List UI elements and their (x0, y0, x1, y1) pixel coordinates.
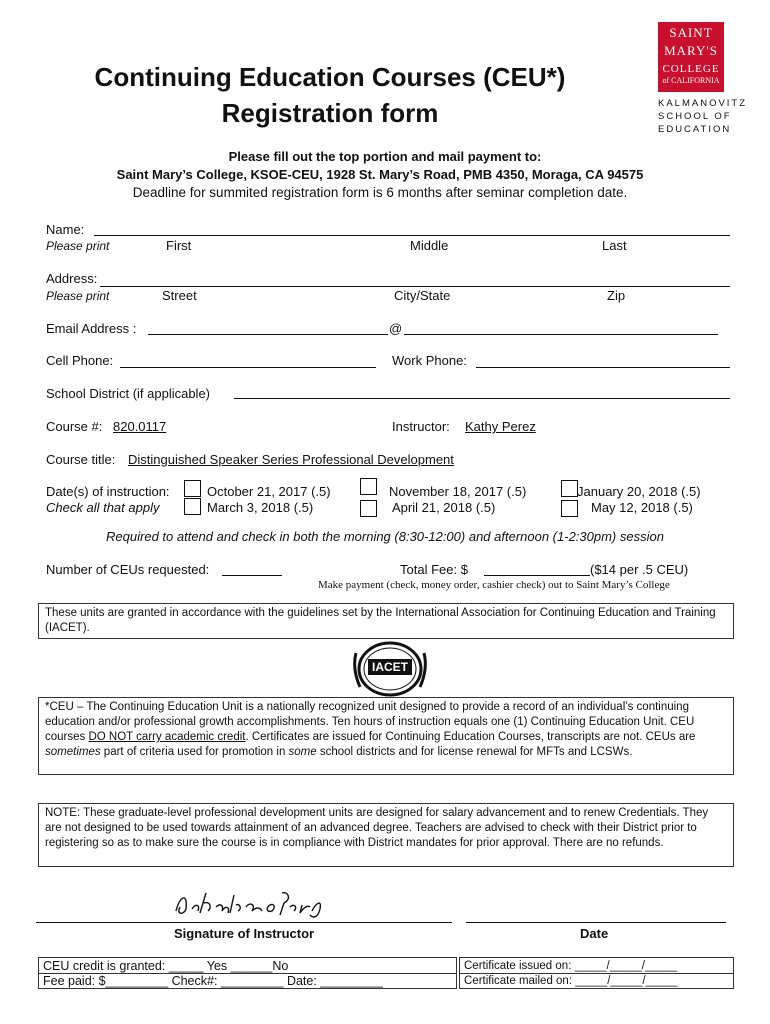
iacet-statement (38, 603, 734, 639)
school-name (658, 97, 747, 136)
name-input-line[interactable] (94, 221, 730, 236)
district-field[interactable] (234, 384, 730, 399)
ceu-text-italic: some (288, 746, 317, 758)
signature-label: Signature of Instructor (174, 926, 315, 941)
deadline-note: Deadline for summited registration form is 6 months after seminar completion date. (132, 185, 628, 200)
total-fee-label: Total Fee: $ (400, 562, 468, 577)
date-checkbox[interactable] (360, 500, 377, 517)
office-use-right (459, 957, 734, 989)
street-label: Street (162, 288, 197, 303)
ceu-text: . Certificates are issued for Continuing Education Courses, transcripts are not. CEUs are (245, 731, 696, 743)
address-input-line[interactable] (100, 272, 730, 287)
ceu-definition (38, 697, 734, 775)
total-fee-field[interactable] (484, 561, 590, 576)
city-state-label: City/State (394, 288, 451, 303)
last-label: Last (602, 238, 627, 253)
ceu-text: part of criteria used for promotion in (100, 746, 289, 758)
fee-rate: ($14 per .5 CEU) (590, 562, 689, 577)
office-use-left (38, 957, 457, 989)
certificate-mailed: Certificate mailed on: _____/_____/_____ (464, 975, 678, 987)
credit-granted: CEU credit is granted: _____ Yes ______No (43, 959, 289, 973)
course-number-label: Course #: (46, 419, 103, 434)
first-label: First (166, 238, 192, 253)
ceu-text-underlined: DO NOT carry academic credit (88, 731, 246, 743)
date-option: January 20, 2018 (.5) (577, 484, 701, 499)
cell-phone-field[interactable] (120, 353, 376, 368)
mail-address: Saint Mary’s College, KSOE-CEU, 1928 St. Mary’s Road, PMB 4350, Moraga, CA 94575 (116, 167, 644, 182)
email-label: Email Address : (46, 321, 137, 336)
dates-label: Date(s) of instruction: (46, 484, 170, 499)
school-line: SCHOOL OF (658, 111, 732, 122)
date-checkbox[interactable] (561, 500, 578, 517)
name-label: Name: (46, 222, 85, 237)
zip-label: Zip (607, 288, 626, 303)
iacet-text: These units are granted in accordance with the guidelines set by the International Association for Continuing Education and Training (IACET). (45, 607, 716, 634)
mail-instruction: Please fill out the top portion and mail payment to: (228, 149, 542, 164)
college-logo (658, 22, 724, 92)
address-label: Address: (46, 271, 98, 286)
instructor-label: Instructor: (392, 419, 450, 434)
date-option: May 12, 2018 (.5) (591, 500, 693, 515)
date-checkbox[interactable] (561, 480, 578, 497)
course-title-label: Course title: (46, 452, 116, 467)
email-domain-field[interactable] (404, 320, 718, 335)
school-line: KALMANOVITZ (658, 98, 748, 109)
cell-phone-label: Cell Phone: (46, 353, 114, 368)
address-hint: Please print (46, 289, 110, 303)
payment-note: Make payment (check, money order, cashier check) out to Saint Mary’s College (318, 579, 670, 591)
school-line: EDUCATION (658, 124, 732, 135)
iacet-logo (348, 641, 432, 697)
email-user-field[interactable] (148, 320, 388, 335)
certificate-issued: Certificate issued on: _____/_____/_____ (464, 960, 677, 972)
required-note: Required to attend and check in both the morning (8:30-12:00) and afternoon (1-2:30pm) session (106, 529, 664, 544)
ceu-text: *CEU – The Continuing Education Unit is a nationally recognized unit designed to provide a record of an individual’s continuing education and/or professional growth accomplishments. Ten hours of instruction equals one (1) Continuing Education Unit. CEU courses (45, 701, 695, 743)
logo-line: COLLEGE (662, 63, 720, 75)
date-option: April 21, 2018 (.5) (392, 500, 496, 515)
note-box (38, 803, 734, 867)
name-hint: Please print (46, 239, 110, 253)
logo-line: SAINT (669, 25, 713, 40)
signature-date-label: Date (580, 926, 609, 941)
page-subtitle: Registration form (221, 98, 439, 128)
middle-label: Middle (410, 238, 449, 253)
instructor-value: Kathy Perez (465, 419, 536, 434)
page-title: Continuing Education Courses (CEU*) (94, 62, 566, 92)
ceus-label: Number of CEUs requested: (46, 562, 210, 577)
fee-paid: Fee paid: $_________ Check#: _________ Date: _________ (43, 974, 383, 988)
table-divider (460, 973, 733, 974)
date-checkbox[interactable] (184, 498, 201, 515)
logo-line: MARY'S (664, 43, 718, 58)
date-option: March 3, 2018 (.5) (207, 500, 314, 515)
work-phone-field[interactable] (476, 353, 730, 368)
dates-hint: Check all that apply (46, 500, 160, 515)
ceu-text-italic: sometimes (45, 746, 101, 758)
logo-line: of CALIFORNIA (662, 76, 720, 85)
date-line[interactable] (466, 908, 726, 923)
date-option: October 21, 2017 (.5) (207, 484, 331, 499)
date-checkbox[interactable] (360, 478, 377, 495)
signature-line[interactable] (36, 908, 452, 923)
iacet-logo-text: IACET (372, 660, 408, 674)
ceu-text: school districts and for license renewal for MFTs and LCSWs. (316, 746, 633, 758)
course-number-value: 820.0117 (113, 419, 167, 434)
email-at-sign: @ (389, 321, 403, 336)
course-title-value: Distinguished Speaker Series Professional Development (128, 452, 454, 467)
ceus-field[interactable] (222, 561, 282, 576)
date-checkbox[interactable] (184, 480, 201, 497)
district-label: School District (if applicable) (46, 386, 211, 401)
date-option: November 18, 2017 (.5) (389, 484, 527, 499)
work-phone-label: Work Phone: (392, 353, 467, 368)
note-text: NOTE: These graduate-level professional development units are designed for salary advancement and to renew Credentials. They are not designed to be used towards attainment of an advanced degree. Teachers are advised to check with their District prior to registering so as to make sure the course is in compliance with District mandates for prior approval. There are no refunds. (45, 807, 709, 849)
